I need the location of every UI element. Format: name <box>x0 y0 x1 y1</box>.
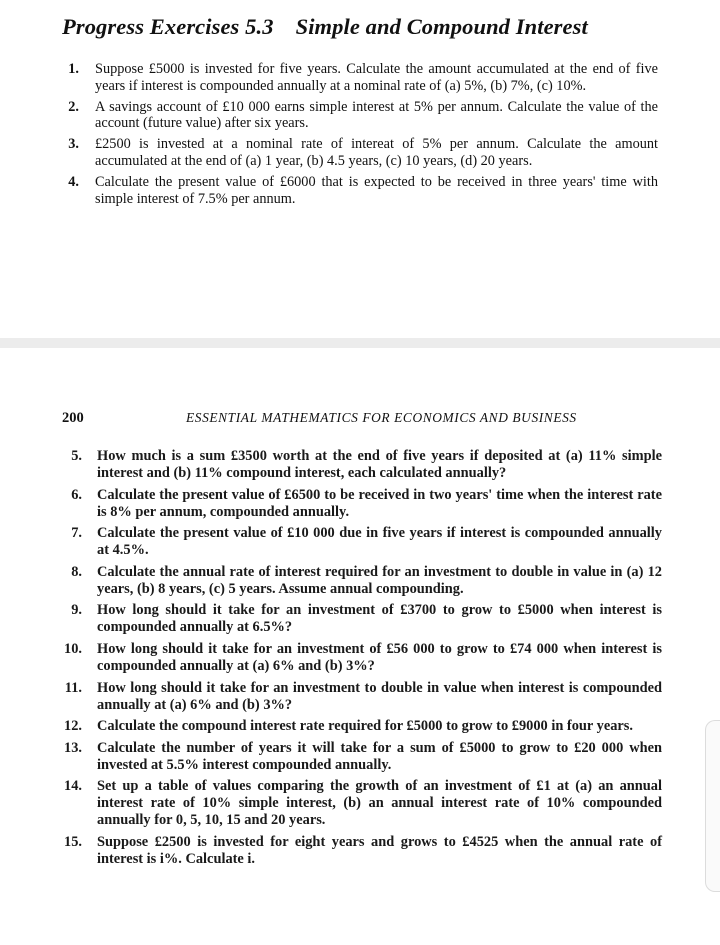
exercise-item <box>0 448 720 482</box>
exercise-text: How long should it take for an investment of £56 000 to grow to £74 000 when interest is compounded annually at (a) 6% and (b) 3%? <box>97 640 662 674</box>
exercise-text: Calculate the number of years it will take for a sum of £5000 to grow to £20 000 when invested at 5.5% interest compounded annually. <box>97 739 662 773</box>
exercise-number: 2. <box>68 98 79 115</box>
exercise-text: £2500 is invested at a nominal rate of intereat of 5% per annum. Calculate the amount accumulated at the end of (a) 1 year, (b) 4.5 years, (c) 10 years, (d) 20 years. <box>95 136 658 169</box>
page-top <box>0 0 720 338</box>
section-number-title: Progress Exercises 5.3 <box>62 14 274 39</box>
exercise-text: Set up a table of values comparing the growth of an investment of £1 at (a) an annual interest rate of 10% simple interest, (b) an annual interest rate of 10% compounded annually for 0, 5, 10, 15 and 20 years. <box>97 778 662 829</box>
exercise-text: Calculate the present value of £6500 to be received in two years' time when the interest rate is 8% per annum, compounded annually. <box>97 486 662 520</box>
exercise-list-top <box>0 61 720 212</box>
section-title <box>62 14 588 40</box>
exercise-number: 15. <box>64 833 82 850</box>
exercise-number: 4. <box>68 174 79 191</box>
exercise-text: Calculate the present value of £6000 that is expected to be received in three years' time with simple interest of 7.5% per annum. <box>95 174 658 207</box>
exercise-item <box>0 174 720 207</box>
exercise-text: How long should it take for an investment of £3700 to grow to £5000 when interest is compounded annually at 6.5%? <box>97 602 662 636</box>
exercise-item <box>0 136 720 169</box>
exercise-number: 12. <box>64 718 82 735</box>
scroll-handle[interactable] <box>705 720 720 892</box>
exercise-item <box>0 602 720 636</box>
exercise-item <box>0 778 720 829</box>
exercise-text: Calculate the annual rate of interest required for an investment to double in value in (a) 12 years, (b) 8 years, (c) 5 years. Assume annual compounding. <box>97 563 662 597</box>
exercise-list-bottom <box>0 448 720 873</box>
exercise-number: 5. <box>71 448 82 464</box>
exercise-number: 1. <box>68 61 79 77</box>
exercise-item <box>0 99 720 132</box>
exercise-text: Calculate the compound interest rate required for £5000 to grow to £9000 in four years. <box>97 718 634 735</box>
running-header <box>0 410 720 428</box>
exercise-number: 13. <box>64 739 82 756</box>
exercise-number: 8. <box>71 563 82 580</box>
exercise-number: 9. <box>71 602 82 619</box>
exercise-number: 3. <box>68 136 79 153</box>
exercise-item <box>0 641 720 675</box>
book-title: ESSENTIAL MATHEMATICS FOR ECONOMICS AND BUSINESS <box>186 410 577 425</box>
exercise-item <box>0 564 720 598</box>
exercise-text: A savings account of £10 000 earns simple interest at 5% per annum. Calculate the value of the account (future value) after six years. <box>95 98 658 132</box>
exercise-text: How much is a sum £3500 worth at the end of five years if deposited at (a) 11% simple interest and (b) 11% compound interest, each calculated annually? <box>97 448 662 481</box>
exercise-number: 7. <box>71 525 82 542</box>
exercise-text: How long should it take for an investment to double in value when interest is compounded annually at (a) 6% and (b) 3%? <box>97 679 662 713</box>
section-topic-title: Simple and Compound Interest <box>295 14 588 39</box>
exercise-number: 10. <box>64 640 82 657</box>
exercise-item <box>0 525 720 559</box>
exercise-item <box>0 740 720 774</box>
page-separator <box>0 338 720 348</box>
exercise-number: 6. <box>71 486 82 503</box>
exercise-text: Suppose £5000 is invested for five years. Calculate the amount accumulated at the end of five years if interest is compounded annually at a nominal rate of (a) 5%, (b) 7%, (c) 10%. <box>95 61 658 94</box>
exercise-item <box>0 680 720 714</box>
page-number: 200 <box>62 410 84 426</box>
exercise-number: 11. <box>64 679 82 696</box>
exercise-number: 14. <box>64 778 82 795</box>
page-bottom <box>0 348 720 945</box>
exercise-item <box>0 834 720 868</box>
exercise-item <box>0 718 720 735</box>
exercise-text: Calculate the present value of £10 000 due in five years if interest is compounded annually at 4.5%. <box>97 525 662 559</box>
exercise-text: Suppose £2500 is invested for eight years and grows to £4525 when the annual rate of interest is i%. Calculate i. <box>97 833 662 867</box>
exercise-item <box>0 61 720 94</box>
exercise-item <box>0 487 720 521</box>
